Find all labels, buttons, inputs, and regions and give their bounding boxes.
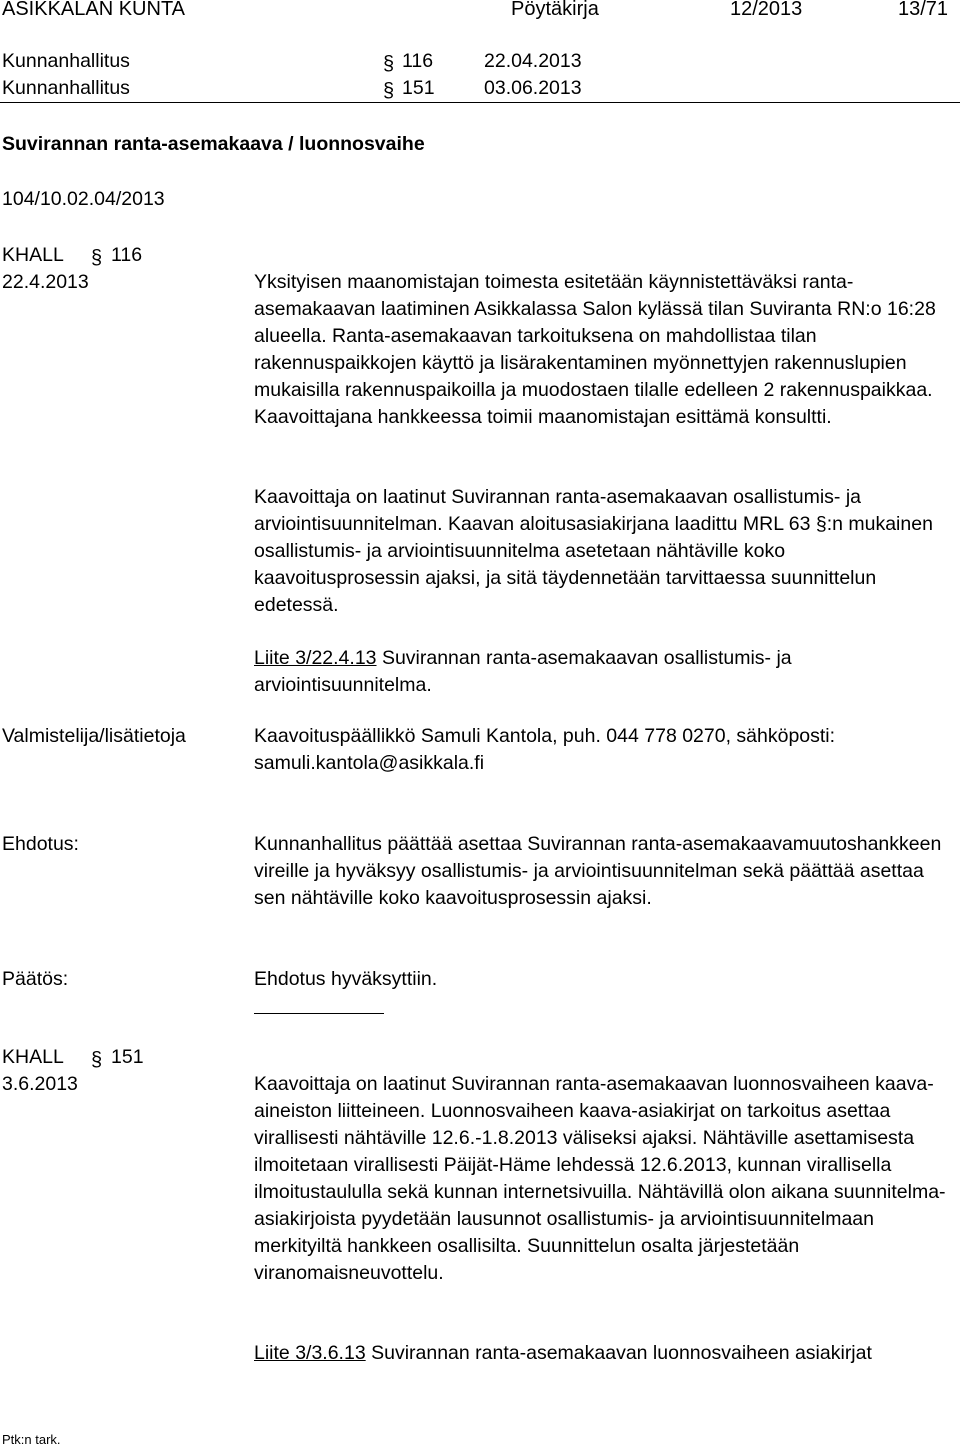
attachment-text: Suvirannan ranta-asemakaavan luonnosvaiheen asiakirjat (371, 1342, 872, 1364)
khall151-paragraph: Kaavoittaja on laatinut Suvirannan ranta-asemakaavan luonnosvaiheen kaava-aineiston liitteineen. Luonnosvaiheen kaava-asiakirjat on tarkoitus asettaa virallisesti nähtäville 12.6.-1.8.2013 väliseksi ajaksi. Nähtäville asettamisesta ilmoitetaan virallisesti Päijät-Häme lehdessä 12.6.2013, kunnan virallisella ilmoitustaululla sekä kunnan internetsivuilla. Nähtävillä olon aikana suunnitelma-asiakirjoista pyydetään lausunnot osallistumis- ja arviointisuunnitelmaan merkityiltä hankkeen osallisilta. Suunnittelun osalta järjestetään viranomaisneuvottelu. (254, 1073, 946, 1284)
section-sign-icon (382, 77, 396, 103)
municipality-name: ASIKKALAN KUNTA (2, 0, 186, 20)
matter-title: Suvirannan ranta-asemakaava / luonnosvaihe (2, 133, 425, 155)
minutes-check-label: Ptk:n tark. (2, 1432, 61, 1447)
khall151-date: 3.6.2013 (2, 1073, 78, 1095)
meeting-section-1: 116 (402, 50, 434, 72)
khall116-section-number: 116 (111, 244, 143, 266)
proposal-label: Ehdotus: (2, 833, 79, 855)
document-number: 12/2013 (730, 0, 803, 20)
meeting-body-2: Kunnanhallitus (2, 77, 130, 99)
proposal-text: Kunnanhallitus päättää asettaa Suvirannan ranta-asemakaavamuutoshankkeen vireille ja hyväksyy osallistumis- ja arviointisuunnitelman sekä päättää asettaa sen nähtäville koko kaavoitusprosessin ajaksi. (254, 833, 942, 909)
khall116-paragraph-2: Kaavoittaja on laatinut Suvirannan ranta-asemakaavan osallistumis- ja arviointisuunnitelman. Kaavan aloitusasiakirjana laadittu MRL 63 §:n mukainen osallistumis- ja arviointisuunnitelma asetetaan nähtäville koko kaavoitusprosessin ajaksi, ja sitä täydennetään tarvittaessa suunnittelun edetessä. (254, 486, 933, 616)
meeting-date-2: 03.06.2013 (484, 77, 582, 99)
page-number: 13/71 (898, 0, 949, 20)
khall116-label: KHALL (2, 244, 64, 266)
meetings-divider (0, 102, 960, 103)
meeting-date-1: 22.04.2013 (484, 50, 582, 72)
svg-text:§: § (383, 80, 395, 102)
document-type: Pöytäkirja (511, 0, 599, 20)
khall151-section-number: 151 (111, 1046, 144, 1068)
khall116-date: 22.4.2013 (2, 271, 89, 293)
svg-text:§: § (383, 53, 395, 75)
diary-number: 104/10.02.04/2013 (2, 188, 165, 210)
attachment-link[interactable]: Liite 3/22.4.13 (254, 647, 377, 669)
decision-label: Päätös: (2, 968, 69, 990)
khall151-label: KHALL (2, 1046, 64, 1068)
meeting-body-1: Kunnanhallitus (2, 50, 130, 72)
section-sign-icon (90, 244, 104, 270)
svg-text:§: § (91, 247, 103, 269)
khall116-attachment (254, 645, 954, 699)
svg-text:§: § (91, 1049, 103, 1071)
preparer-text: Kaavoituspäällikkö Samuli Kantola, puh. 044 778 0270, sähköposti: samuli.kantola@asikkala.fi (254, 725, 836, 774)
decision-underline (254, 1013, 384, 1014)
attachment-link[interactable]: Liite 3/3.6.13 (254, 1342, 366, 1364)
section-sign-icon (90, 1046, 104, 1072)
attachment-text: Suvirannan ranta-asemakaavan osallistumis- ja arviointisuunnitelma. (254, 647, 792, 696)
preparer-label: Valmistelija/lisätietoja (2, 725, 186, 747)
decision-text: Ehdotus hyväksyttiin. (254, 968, 438, 990)
section-sign-icon (382, 50, 396, 76)
khall116-paragraph-1: Yksityisen maanomistajan toimesta esitetään käynnistettäväksi ranta-asemakaavan laatiminen Asikkalassa Salon kylässä tilan Suviranta RN:o 16:28 alueella. Ranta-asemakaavan tarkoituksena on mahdollistaa tilan rakennuspaikkojen käyttö ja lisärakentaminen myönnettyjen rakennuslupien mukaisilla rakennuspaikoilla ja muodostaen tilalle edelleen 2 rakennuspaikkaa. Kaavoittajana hankkeessa toimii maanomistajan esittämä konsultti. (254, 271, 936, 428)
meeting-section-2: 151 (402, 77, 435, 99)
khall151-attachment (254, 1340, 954, 1367)
